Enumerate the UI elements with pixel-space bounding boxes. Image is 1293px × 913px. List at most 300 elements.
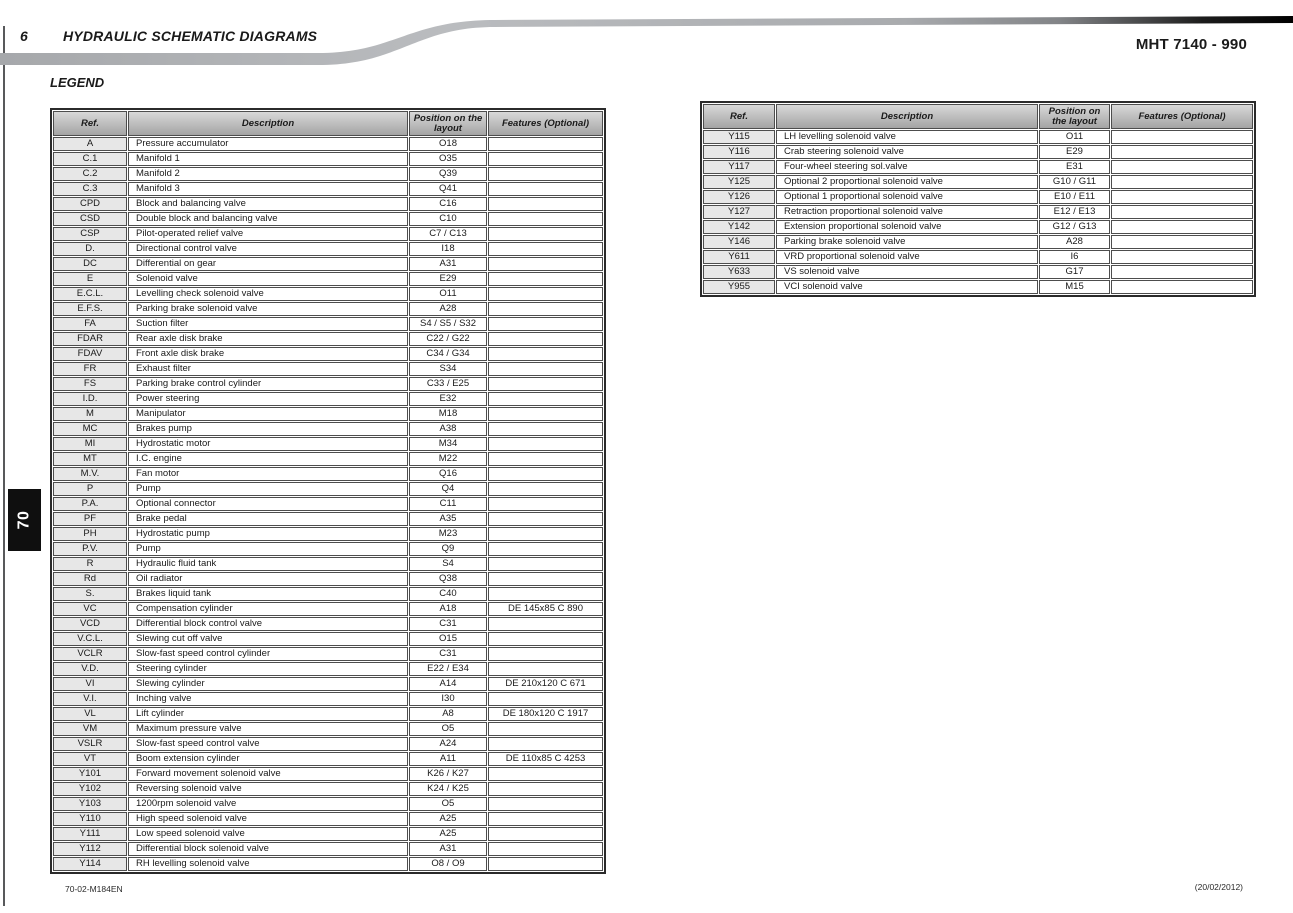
table-row [53,662,603,676]
ref-cell: E.C.L. [53,287,127,301]
position-cell: C34 / G34 [409,347,487,361]
features-cell [488,647,603,661]
ref-cell: MT [53,452,127,466]
features-cell [488,467,603,481]
features-cell [488,617,603,631]
ref-cell: S. [53,587,127,601]
features-cell [1111,190,1253,204]
table-row [53,167,603,181]
features-cell [488,827,603,841]
table-row [53,467,603,481]
features-cell [488,392,603,406]
description-cell: Extension proportional solenoid valve [776,220,1038,234]
features-cell [488,587,603,601]
table-row [703,175,1253,189]
features-cell [488,842,603,856]
position-cell: S4 [409,557,487,571]
features-cell [488,437,603,451]
ref-cell: A [53,137,127,151]
description-cell: Slewing cut off valve [128,632,408,646]
table-row [53,842,603,856]
side-tab-number: 70 [15,510,33,530]
position-cell: O5 [409,797,487,811]
ref-cell: P.A. [53,497,127,511]
features-cell [488,407,603,421]
ref-cell: P.V. [53,542,127,556]
table-row [53,647,603,661]
ref-cell: VM [53,722,127,736]
position-cell: A18 [409,602,487,616]
ref-cell: C.1 [53,152,127,166]
description-cell: Parking brake solenoid valve [776,235,1038,249]
position-cell: C31 [409,617,487,631]
table-row [53,542,603,556]
position-cell: O35 [409,152,487,166]
ref-cell: Y633 [703,265,775,279]
position-cell: Q39 [409,167,487,181]
table-row [703,160,1253,174]
description-cell: High speed solenoid valve [128,812,408,826]
ref-cell: FA [53,317,127,331]
ref-cell: M.V. [53,467,127,481]
table-row [53,452,603,466]
description-cell: Suction filter [128,317,408,331]
features-cell [488,302,603,316]
description-cell: RH levelling solenoid valve [128,857,408,871]
position-cell: A14 [409,677,487,691]
features-cell [488,857,603,871]
ref-cell: Y146 [703,235,775,249]
description-cell: Boom extension cylinder [128,752,408,766]
description-cell: Differential block control valve [128,617,408,631]
legend-table-right-header [703,104,1253,129]
position-cell: C22 / G22 [409,332,487,346]
position-cell: I18 [409,242,487,256]
description-cell: Exhaust filter [128,362,408,376]
position-cell: M22 [409,452,487,466]
description-cell: Pump [128,482,408,496]
ref-cell: VT [53,752,127,766]
position-cell: C33 / E25 [409,377,487,391]
ref-cell: Y101 [53,767,127,781]
position-cell: C11 [409,497,487,511]
features-cell [488,287,603,301]
position-cell: A8 [409,707,487,721]
description-cell: Crab steering solenoid valve [776,145,1038,159]
table-row [703,220,1253,234]
ref-cell: DC [53,257,127,271]
column-header: Description [776,104,1038,129]
ref-cell: CSD [53,212,127,226]
features-cell [488,797,603,811]
position-cell: O11 [409,287,487,301]
position-cell: A28 [1039,235,1110,249]
table-row [53,587,603,601]
position-cell: A31 [409,842,487,856]
position-cell: O15 [409,632,487,646]
table-row [53,692,603,706]
position-cell: M15 [1039,280,1110,294]
ref-cell: R [53,557,127,571]
description-cell: VRD proportional solenoid valve [776,250,1038,264]
position-cell: K26 / K27 [409,767,487,781]
position-cell: Q9 [409,542,487,556]
table-row [53,707,603,721]
ref-cell: Y110 [53,812,127,826]
position-cell: O11 [1039,130,1110,144]
features-cell [488,557,603,571]
column-header: Position on the layout [1039,104,1110,129]
description-cell: Power steering [128,392,408,406]
table-row [53,437,603,451]
column-header: Features (Optional) [488,111,603,136]
ref-cell: Y142 [703,220,775,234]
position-cell: C31 [409,647,487,661]
ref-cell: Rd [53,572,127,586]
ref-cell: Y127 [703,205,775,219]
table-row [53,317,603,331]
table-row [703,190,1253,204]
description-cell: Brakes pump [128,422,408,436]
ref-cell: Y112 [53,842,127,856]
table-row [53,377,603,391]
ref-cell: PF [53,512,127,526]
features-cell [488,347,603,361]
ref-cell: D. [53,242,127,256]
ref-cell: I.D. [53,392,127,406]
ref-cell: FDAR [53,332,127,346]
table-row [53,677,603,691]
position-cell: M34 [409,437,487,451]
features-cell [488,662,603,676]
table-row [53,752,603,766]
table-row [53,482,603,496]
features-cell: DE 110x85 C 4253 [488,752,603,766]
features-cell [488,377,603,391]
position-cell: E22 / E34 [409,662,487,676]
ref-cell: V.C.L. [53,632,127,646]
description-cell: Reversing solenoid valve [128,782,408,796]
ref-cell: Y102 [53,782,127,796]
ref-cell: Y126 [703,190,775,204]
ref-cell: Y117 [703,160,775,174]
ref-cell: Y125 [703,175,775,189]
table-row [703,205,1253,219]
position-cell: O8 / O9 [409,857,487,871]
features-cell [488,812,603,826]
description-cell: Manipulator [128,407,408,421]
position-cell: E29 [1039,145,1110,159]
description-cell: Differential block solenoid valve [128,842,408,856]
table-row [703,145,1253,159]
features-cell [1111,160,1253,174]
table-row [53,242,603,256]
table-row [53,362,603,376]
features-cell [488,542,603,556]
legend-table-left [50,108,606,874]
description-cell: Four-wheel steering sol.valve [776,160,1038,174]
ref-cell: V.D. [53,662,127,676]
description-cell: Manifold 3 [128,182,408,196]
description-cell: Low speed solenoid valve [128,827,408,841]
features-cell: DE 145x85 C 890 [488,602,603,616]
position-cell: A28 [409,302,487,316]
ref-cell: MI [53,437,127,451]
description-cell: Steering cylinder [128,662,408,676]
features-cell: DE 180x120 C 1917 [488,707,603,721]
footer-document-code: 70-02-M184EN [65,884,123,894]
features-cell [488,197,603,211]
features-cell [488,182,603,196]
table-row [53,137,603,151]
table-row [53,347,603,361]
ref-cell: VC [53,602,127,616]
position-cell: C40 [409,587,487,601]
ref-cell: MC [53,422,127,436]
ref-cell: CPD [53,197,127,211]
ref-cell: FR [53,362,127,376]
position-cell: Q38 [409,572,487,586]
legend-table-left-header [53,111,603,136]
features-cell [488,212,603,226]
position-cell: G12 / G13 [1039,220,1110,234]
table-row [53,722,603,736]
features-cell [488,227,603,241]
description-cell: Manifold 2 [128,167,408,181]
table-row [53,287,603,301]
description-cell: Slow-fast speed control cylinder [128,647,408,661]
description-cell: Oil radiator [128,572,408,586]
position-cell: A24 [409,737,487,751]
position-cell: A25 [409,827,487,841]
position-cell: A38 [409,422,487,436]
features-cell [488,137,603,151]
footer-date: (20/02/2012) [1194,882,1243,892]
position-cell: M18 [409,407,487,421]
description-cell: Fan motor [128,467,408,481]
description-cell: I.C. engine [128,452,408,466]
chapter-title: HYDRAULIC SCHEMATIC DIAGRAMS [63,28,318,44]
position-cell: E29 [409,272,487,286]
description-cell: Pressure accumulator [128,137,408,151]
features-cell [488,632,603,646]
position-cell: Q41 [409,182,487,196]
table-row [53,557,603,571]
ref-cell: FS [53,377,127,391]
ref-cell: E [53,272,127,286]
ref-cell: VCD [53,617,127,631]
description-cell: Compensation cylinder [128,602,408,616]
description-cell: Brake pedal [128,512,408,526]
ref-cell: V.I. [53,692,127,706]
table-row [53,512,603,526]
ref-cell: Y103 [53,797,127,811]
features-cell [488,362,603,376]
ref-cell: VCLR [53,647,127,661]
position-cell: A25 [409,812,487,826]
table-row [53,737,603,751]
position-cell: I6 [1039,250,1110,264]
description-cell: Block and balancing valve [128,197,408,211]
description-cell: Differential on gear [128,257,408,271]
description-cell: Maximum pressure valve [128,722,408,736]
position-cell: Q16 [409,467,487,481]
table-row [703,235,1253,249]
features-cell [488,572,603,586]
table-row [53,152,603,166]
description-cell: VCI solenoid valve [776,280,1038,294]
position-cell: M23 [409,527,487,541]
ref-cell: P [53,482,127,496]
ref-cell: Y114 [53,857,127,871]
table-row [53,182,603,196]
description-cell: Slow-fast speed control valve [128,737,408,751]
features-cell [1111,205,1253,219]
description-cell: 1200rpm solenoid valve [128,797,408,811]
features-cell [488,497,603,511]
description-cell: Solenoid valve [128,272,408,286]
description-cell: Retraction proportional solenoid valve [776,205,1038,219]
table-row [53,197,603,211]
features-cell [488,512,603,526]
features-cell: DE 210x120 C 671 [488,677,603,691]
model-title: MHT 7140 - 990 [1135,36,1247,53]
position-cell: C16 [409,197,487,211]
ref-cell: Y116 [703,145,775,159]
features-cell [488,167,603,181]
position-cell: G10 / G11 [1039,175,1110,189]
table-row [703,130,1253,144]
table-row [53,797,603,811]
ref-cell: Y955 [703,280,775,294]
table-row [53,257,603,271]
description-cell: Lift cylinder [128,707,408,721]
position-cell: S34 [409,362,487,376]
description-cell: LH levelling solenoid valve [776,130,1038,144]
description-cell: Hydraulic fluid tank [128,557,408,571]
position-cell: E12 / E13 [1039,205,1110,219]
features-cell [1111,220,1253,234]
features-cell [488,482,603,496]
ref-cell: Y111 [53,827,127,841]
position-cell: A31 [409,257,487,271]
position-cell: E32 [409,392,487,406]
description-cell: Inching valve [128,692,408,706]
position-cell: I30 [409,692,487,706]
features-cell [488,272,603,286]
description-cell: Front axle disk brake [128,347,408,361]
features-cell [488,317,603,331]
features-cell [1111,130,1253,144]
description-cell: Pilot-operated relief valve [128,227,408,241]
features-cell [488,257,603,271]
features-cell [488,332,603,346]
ref-cell: FDAV [53,347,127,361]
table-row [53,572,603,586]
features-cell [1111,265,1253,279]
features-cell [488,767,603,781]
ref-cell: M [53,407,127,421]
position-cell: E10 / E11 [1039,190,1110,204]
legend-heading: LEGEND [50,75,105,90]
table-row [53,422,603,436]
table-row [53,227,603,241]
features-cell [1111,145,1253,159]
table-row [53,857,603,871]
table-row [53,617,603,631]
features-cell [488,722,603,736]
table-row [53,782,603,796]
table-row [53,497,603,511]
description-cell: Optional 1 proportional solenoid valve [776,190,1038,204]
table-row [53,212,603,226]
position-cell: O18 [409,137,487,151]
ref-cell: CSP [53,227,127,241]
position-cell: C10 [409,212,487,226]
chapter-number: 6 [20,28,28,44]
description-cell: Parking brake solenoid valve [128,302,408,316]
ref-cell: Y611 [703,250,775,264]
legend-table-right [700,101,1256,297]
table-row [53,302,603,316]
page-edge-rule [3,26,5,906]
header-row [53,111,603,136]
chapter-side-tab [8,489,41,551]
position-cell: G17 [1039,265,1110,279]
position-cell: C7 / C13 [409,227,487,241]
table-row [53,812,603,826]
table-row [703,265,1253,279]
position-cell: K24 / K25 [409,782,487,796]
features-cell [1111,235,1253,249]
description-cell: Levelling check solenoid valve [128,287,408,301]
features-cell [1111,250,1253,264]
position-cell: O5 [409,722,487,736]
position-cell: A35 [409,512,487,526]
table-row [53,602,603,616]
features-cell [488,422,603,436]
ref-cell: C.3 [53,182,127,196]
description-cell: Parking brake control cylinder [128,377,408,391]
table-row [53,332,603,346]
ref-cell: PH [53,527,127,541]
features-cell [1111,280,1253,294]
features-cell [1111,175,1253,189]
features-cell [488,152,603,166]
description-cell: Directional control valve [128,242,408,256]
table-row [703,280,1253,294]
description-cell: Hydrostatic motor [128,437,408,451]
table-row [53,392,603,406]
description-cell: Optional 2 proportional solenoid valve [776,175,1038,189]
features-cell [488,242,603,256]
table-row [53,272,603,286]
description-cell: Slewing cylinder [128,677,408,691]
position-cell: E31 [1039,160,1110,174]
description-cell: Manifold 1 [128,152,408,166]
features-cell [488,737,603,751]
description-cell: Optional connector [128,497,408,511]
ref-cell: VI [53,677,127,691]
description-cell: Double block and balancing valve [128,212,408,226]
ref-cell: VL [53,707,127,721]
description-cell: Forward movement solenoid valve [128,767,408,781]
description-cell: Brakes liquid tank [128,587,408,601]
description-cell: Rear axle disk brake [128,332,408,346]
position-cell: S4 / S5 / S32 [409,317,487,331]
column-header: Ref. [53,111,127,136]
column-header: Features (Optional) [1111,104,1253,129]
